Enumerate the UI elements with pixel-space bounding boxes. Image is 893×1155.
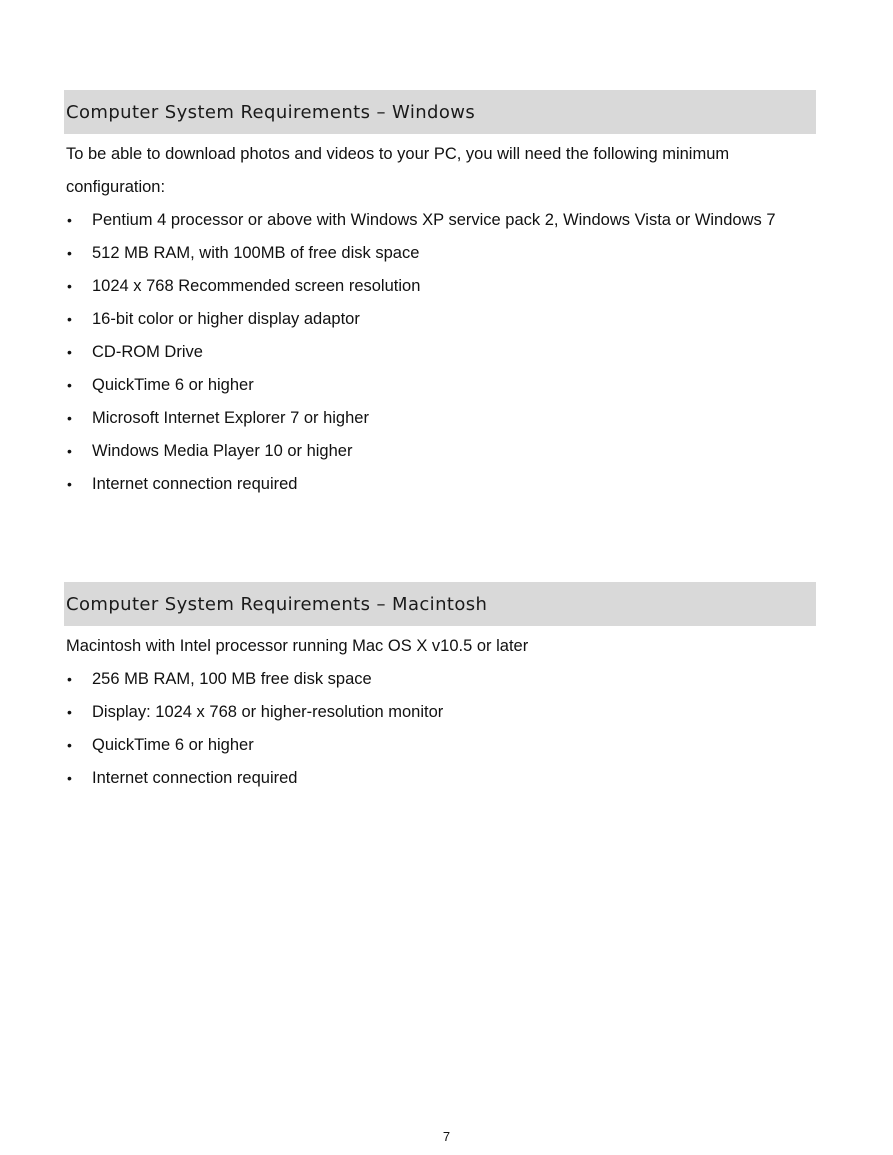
list-item: • 16-bit color or higher display adaptor [64,303,816,336]
windows-section-title: Computer System Requirements – Windows [66,101,476,123]
mac-requirements-section [64,582,816,795]
list-item: • Internet connection required [64,762,816,795]
list-item: • Display: 1024 x 768 or higher-resolution monitor [64,696,816,729]
windows-section-header [64,90,816,134]
page-number: 7 [442,1129,451,1144]
windows-intro-text: To be able to download photos and videos to your PC, you will need the following minimum configuration: [66,145,730,196]
mac-section-header [64,582,816,626]
list-item: • QuickTime 6 or higher [64,729,816,762]
list-item: • Internet connection required [64,468,816,501]
mac-intro-text: Macintosh with Intel processor running Mac OS X v10.5 or later [66,637,529,655]
list-item: • Windows Media Player 10 or higher [64,435,816,468]
windows-requirements-list [64,204,816,501]
list-item: • 512 MB RAM, with 100MB of free disk space [64,237,816,270]
mac-section-title: Computer System Requirements – Macintosh [66,593,488,615]
list-item: • 1024 x 768 Recommended screen resolution [64,270,816,303]
list-item: • 256 MB RAM, 100 MB free disk space [64,663,816,696]
windows-requirements-section [64,90,816,501]
mac-requirements-list [64,663,816,795]
list-item: • CD-ROM Drive [64,336,816,369]
list-item: • Microsoft Internet Explorer 7 or higher [64,402,816,435]
list-item: • Pentium 4 processor or above with Windows XP service pack 2, Windows Vista or Windows 7 [64,204,816,237]
list-item: • QuickTime 6 or higher [64,369,816,402]
